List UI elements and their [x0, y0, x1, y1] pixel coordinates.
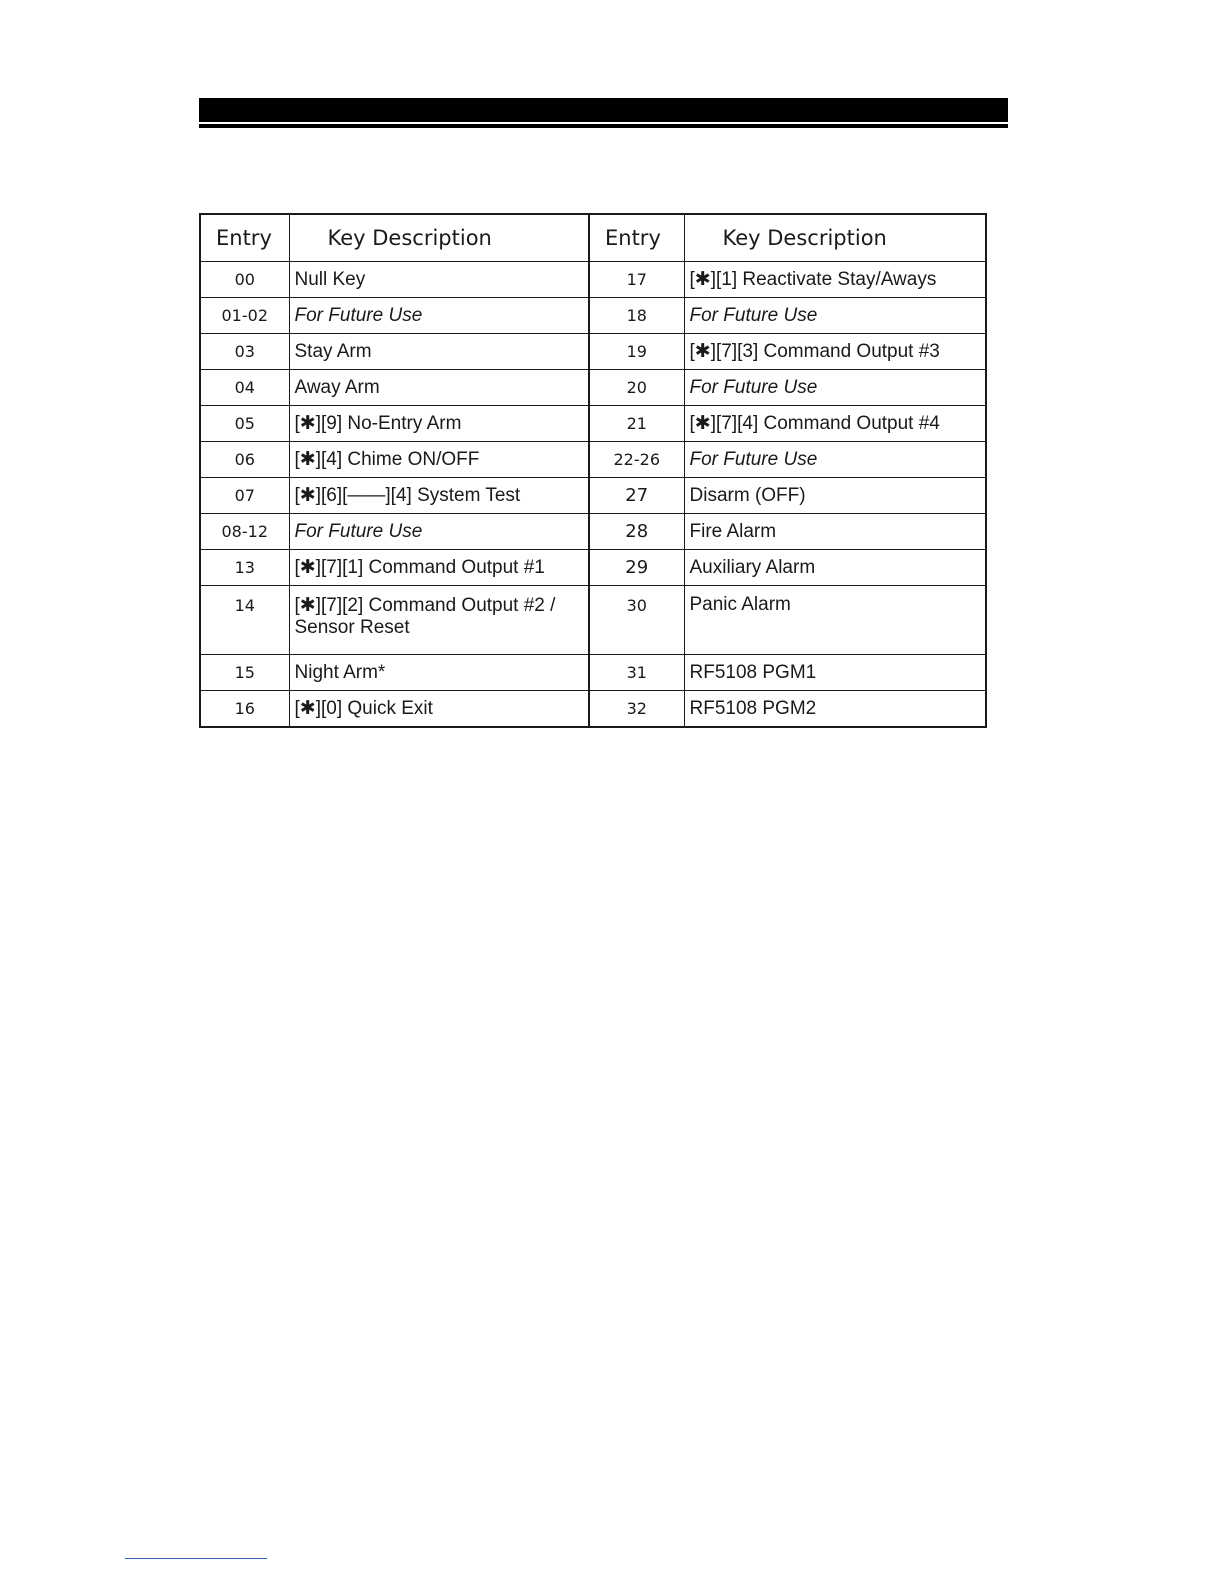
table-row — [200, 442, 986, 478]
description-cell-right: For Future Use — [684, 370, 986, 406]
table-row — [200, 262, 986, 298]
table-row — [200, 478, 986, 514]
header-entry-right: Entry — [589, 214, 684, 262]
table-row — [200, 655, 986, 691]
description-cell-left: [✱][7][2] Command Output #2 / Sensor Reset — [289, 586, 589, 655]
entry-cell-left: 06 — [200, 442, 289, 478]
entry-cell-right: 17 — [589, 262, 684, 298]
description-cell-left: For Future Use — [289, 514, 589, 550]
description-cell-left: [✱][4] Chime ON/OFF — [289, 442, 589, 478]
description-cell-left: [✱][7][1] Command Output #1 — [289, 550, 589, 586]
entry-cell-left: 04 — [200, 370, 289, 406]
table-row — [200, 691, 986, 728]
description-cell-right: Disarm (OFF) — [684, 478, 986, 514]
header-rule — [199, 124, 1008, 128]
description-cell-right: Auxiliary Alarm — [684, 550, 986, 586]
table-row — [200, 334, 986, 370]
entry-cell-left: 16 — [200, 691, 289, 728]
entry-cell-left: 15 — [200, 655, 289, 691]
table-row — [200, 406, 986, 442]
entry-cell-right: 28 — [589, 514, 684, 550]
key-description-table — [199, 213, 987, 728]
entry-cell-right: 27 — [589, 478, 684, 514]
entry-cell-left: 14 — [200, 586, 289, 655]
table-row — [200, 550, 986, 586]
entry-cell-left: 03 — [200, 334, 289, 370]
description-cell-right: Panic Alarm — [684, 586, 986, 655]
entry-cell-right: 21 — [589, 406, 684, 442]
table-row — [200, 370, 986, 406]
description-cell-right: For Future Use — [684, 298, 986, 334]
description-cell-left: For Future Use — [289, 298, 589, 334]
entry-cell-right: 19 — [589, 334, 684, 370]
description-cell-left: Null Key — [289, 262, 589, 298]
entry-cell-left: 05 — [200, 406, 289, 442]
description-cell-right: [✱][7][3] Command Output #3 — [684, 334, 986, 370]
table-row — [200, 586, 986, 655]
entry-cell-left: 07 — [200, 478, 289, 514]
description-cell-right: [✱][1] Reactivate Stay/Aways — [684, 262, 986, 298]
description-cell-left: Away Arm — [289, 370, 589, 406]
header-desc-left: Key Description — [289, 214, 589, 262]
table-header-row — [200, 214, 986, 262]
description-cell-right: For Future Use — [684, 442, 986, 478]
table-row — [200, 514, 986, 550]
table-row — [200, 298, 986, 334]
footer-rule — [125, 1558, 267, 1559]
description-cell-right: [✱][7][4] Command Output #4 — [684, 406, 986, 442]
entry-cell-left: 01-02 — [200, 298, 289, 334]
description-cell-left: [✱][9] No-Entry Arm — [289, 406, 589, 442]
description-cell-left: [✱][6][——][4] System Test — [289, 478, 589, 514]
entry-cell-left: 13 — [200, 550, 289, 586]
description-cell-right: RF5108 PGM1 — [684, 655, 986, 691]
entry-cell-right: 32 — [589, 691, 684, 728]
header-bar — [199, 98, 1008, 122]
entry-cell-right: 30 — [589, 586, 684, 655]
description-cell-left: Night Arm* — [289, 655, 589, 691]
entry-cell-right: 20 — [589, 370, 684, 406]
entry-cell-right: 18 — [589, 298, 684, 334]
entry-cell-right: 29 — [589, 550, 684, 586]
description-cell-right: Fire Alarm — [684, 514, 986, 550]
table-body — [200, 262, 986, 728]
description-cell-left: [✱][0] Quick Exit — [289, 691, 589, 728]
header-entry-left: Entry — [200, 214, 289, 262]
entry-cell-left: 08-12 — [200, 514, 289, 550]
description-cell-right: RF5108 PGM2 — [684, 691, 986, 728]
description-cell-left: Stay Arm — [289, 334, 589, 370]
entry-cell-left: 00 — [200, 262, 289, 298]
entry-cell-right: 22-26 — [589, 442, 684, 478]
entry-cell-right: 31 — [589, 655, 684, 691]
header-desc-right: Key Description — [684, 214, 986, 262]
